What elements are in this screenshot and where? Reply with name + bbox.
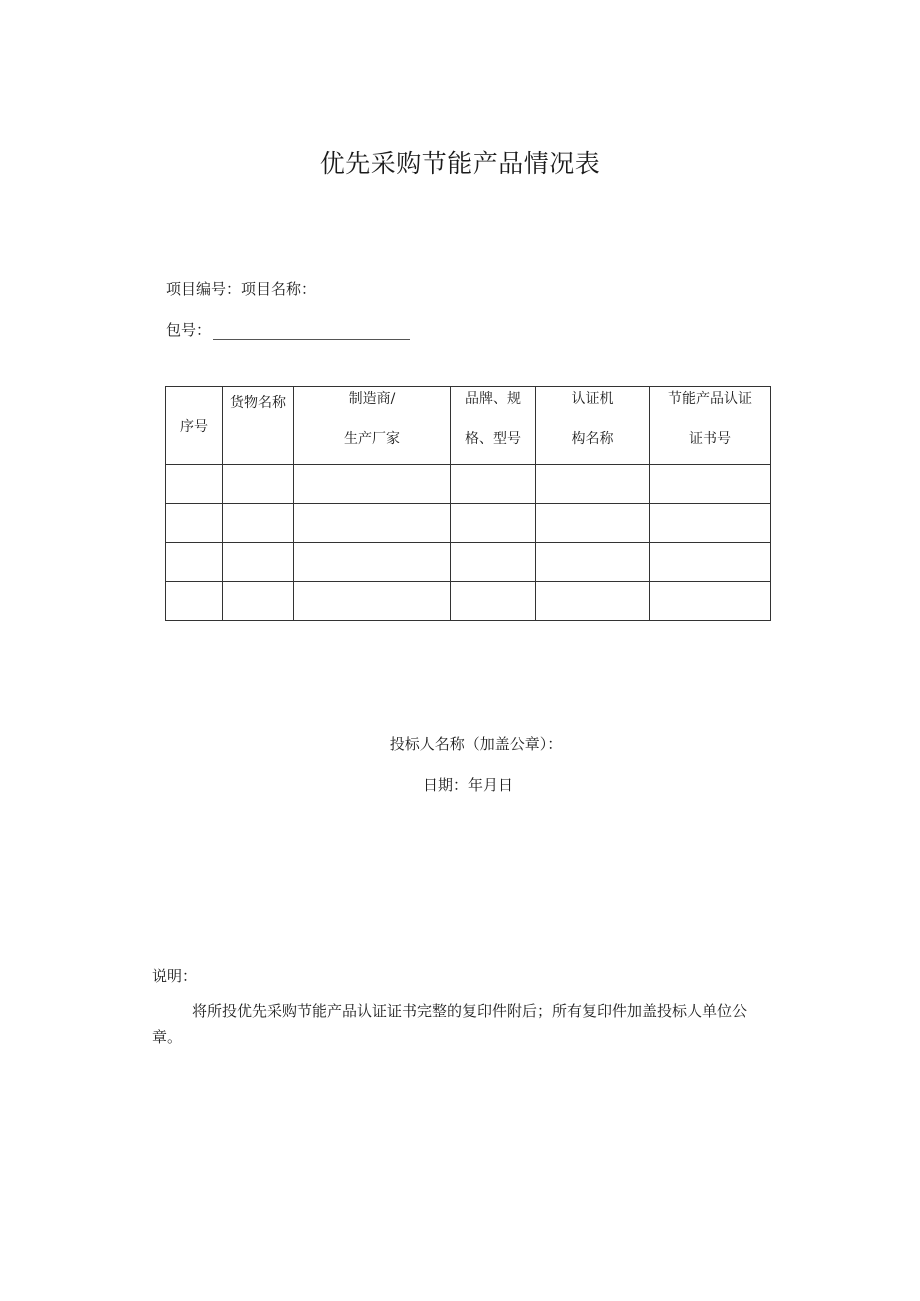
table-cell[interactable]	[166, 582, 223, 621]
table-cell[interactable]	[536, 543, 650, 582]
table-cell[interactable]	[166, 465, 223, 504]
table-cell[interactable]	[223, 543, 294, 582]
header-serial-number: 序号	[166, 387, 223, 465]
energy-saving-products-table	[165, 386, 771, 621]
table-cell[interactable]	[451, 582, 536, 621]
header-certification-body: 认证机 构名称	[536, 387, 650, 465]
table-cell[interactable]	[536, 465, 650, 504]
table-row	[166, 465, 771, 504]
table-cell[interactable]	[536, 504, 650, 543]
table-cell[interactable]	[294, 543, 451, 582]
notes-text: 将所投优先采购节能产品认证证书完整的复印件附后；所有复印件加盖投标人单位公章。	[152, 1002, 748, 1046]
table-row	[166, 582, 771, 621]
header-brand-model: 品牌、规 格、型号	[451, 387, 536, 465]
table-cell[interactable]	[650, 504, 771, 543]
project-info-line: 项目编号：项目名称：	[166, 280, 317, 298]
table-row	[166, 504, 771, 543]
table-cell[interactable]	[294, 504, 451, 543]
header-goods-name: 货物名称	[223, 387, 294, 465]
table-cell[interactable]	[223, 582, 294, 621]
table-row	[166, 543, 771, 582]
table-cell[interactable]	[223, 465, 294, 504]
bidder-name-label: 投标人名称（加盖公章）：	[389, 735, 563, 753]
package-line	[166, 319, 410, 340]
table-header-row	[166, 387, 771, 465]
table-cell[interactable]	[451, 543, 536, 582]
table-cell[interactable]	[223, 504, 294, 543]
package-number-blank	[213, 325, 410, 340]
header-certificate-number: 节能产品认证 证书号	[650, 387, 771, 465]
page-title: 优先采购节能产品情况表	[319, 149, 601, 178]
table-cell[interactable]	[650, 543, 771, 582]
table-cell[interactable]	[451, 504, 536, 543]
package-label: 包号：	[166, 321, 212, 339]
table-cell[interactable]	[294, 465, 451, 504]
notes-label: 说明：	[152, 967, 198, 985]
table-cell[interactable]	[166, 504, 223, 543]
table-cell[interactable]	[650, 582, 771, 621]
table-cell[interactable]	[294, 582, 451, 621]
date-label: 日期：年月日	[422, 776, 513, 794]
table-cell[interactable]	[650, 465, 771, 504]
table-cell[interactable]	[536, 582, 650, 621]
table-cell[interactable]	[166, 543, 223, 582]
header-manufacturer: 制造商/ 生产厂家	[294, 387, 451, 465]
table-cell[interactable]	[451, 465, 536, 504]
